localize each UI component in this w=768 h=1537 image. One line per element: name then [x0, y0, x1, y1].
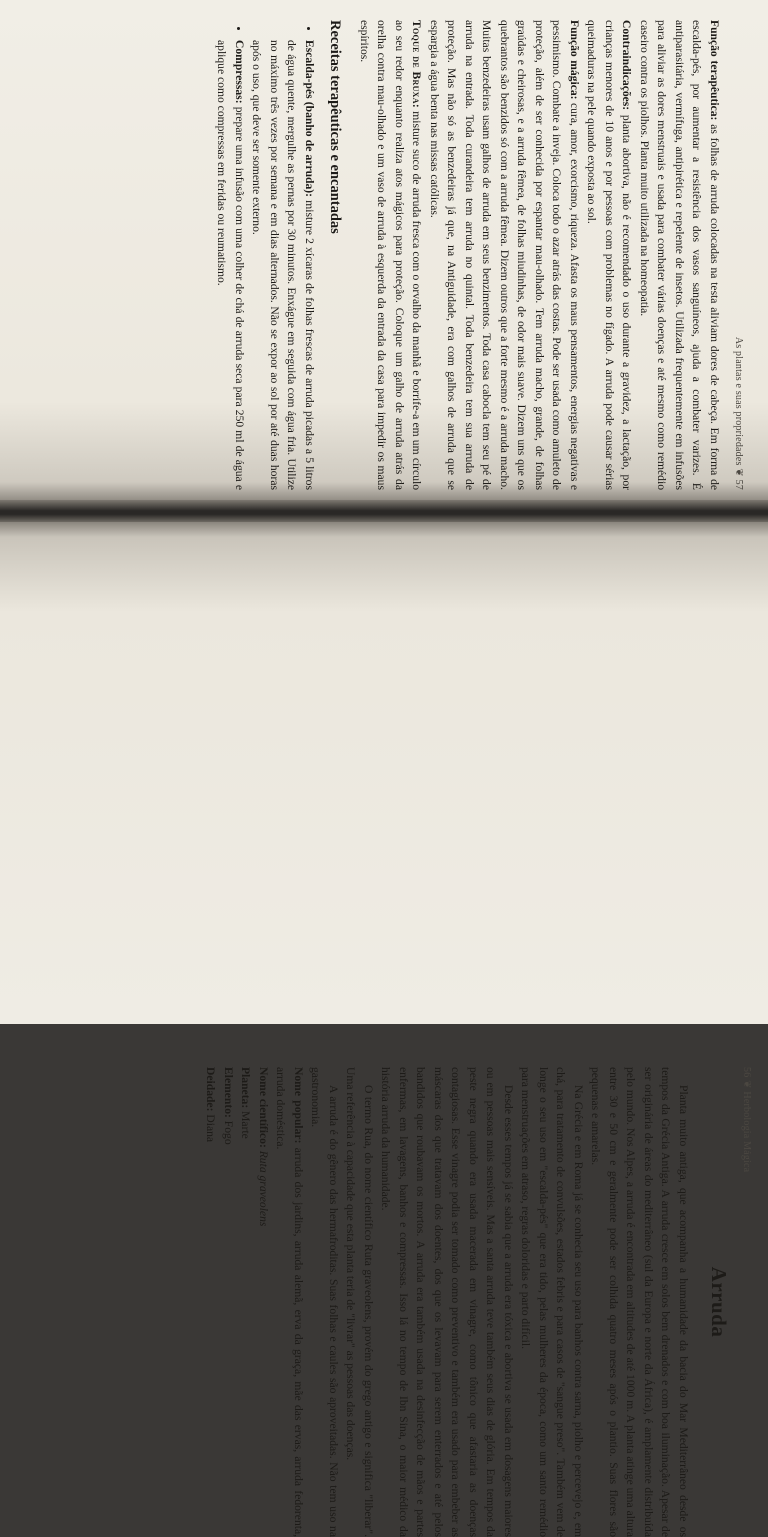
- contraindicacoes-label: Contraindicações:: [620, 20, 634, 111]
- page-56: [0, 522, 768, 1537]
- nome-cientifico: [255, 1067, 273, 1537]
- list-item: [213, 40, 248, 490]
- body-paragraph: Desde esses tempos já se sabia que a arruda era tóxica e abortiva se usada em dosagens maiores ou em pessoas mais sensíveis. Mas a santa arruda teve também seus dias de glória. Em tempos da peste negra quando era usada macerada em vinagre, como tônico que afastaria as doenças contagiosas. Esse vinagre podia ser tomado como preventivo e também era usado para embeber as máscaras dos que tratavam dos doentes, dos que os levavam para serem enterrados e até pelos bandidos que roubavam os mortos. A arruda era também usada na desinfecção de mãos e partes enfermas, em lavagens, banhos e compressas. Isso lá no tempo de Ibn Sina, o maior médico da história arruda da humanidade.: [379, 1067, 515, 1537]
- recipe-label: Escalda-pés (banho de arruda):: [303, 40, 316, 198]
- list-item: [248, 40, 318, 490]
- page-57-body: [213, 20, 723, 490]
- funcao-terapeutica-label: Função terapêutica:: [708, 20, 721, 121]
- page-57-content: [24, 20, 744, 490]
- toque-text: misture suco de arruda fresca com o orvalho da manhã e borrife-a em um círculo ao seu redor enquanto realiza atos mágicos para proteção. Coloque um galho de arruda atrás da orelha contra mau-olhado e um vaso de arruda à esquerda da entrada da casa para impedir os maus espíritos.: [358, 20, 424, 491]
- recipe-label: Compressas:: [233, 40, 246, 104]
- contraindicacoes-paragraph: [583, 20, 636, 490]
- book-title: Herbologia Mágica: [741, 1091, 752, 1173]
- attr-label: Deidade:: [204, 1067, 218, 1112]
- contraindicacoes-text: planta abortiva, não é recomendado o uso durante a gravidez, a lactação, por crianças menores de 10 anos e por pessoas com problemas no fígado. A arruda pode causar sérias queimaduras na pele quando exposta ao sol.: [585, 20, 634, 490]
- recipe-list: [213, 20, 318, 490]
- funcao-magica-label: Função mágica:: [568, 20, 581, 100]
- body-paragraph: Planta muito antiga, que acompanha a humanidade da bacia do Mar Mediterrâneo desde os tempos da Grécia Antiga. A arruda cresce em solos bem drenados e com boa iluminação. Apesar de ser originária de áreas do mediterrâneo (sul da Europa e norte da África), é amplamente distribuída pelo mundo. Nos Alpes, a arruda é encontrada em altitudes de até 1000 m. A planta atinge uma altura entre 30 e 50 cm e geralmente pode ser colhida quatro meses após o plantio. Suas flores são pequenas e amarelas.: [589, 1067, 690, 1537]
- receitas-heading: Receitas terapêuticas e encantadas: [327, 20, 344, 234]
- recipe-text: misture 2 xícaras de folhas frescas de arruda picadas a 5 litros de água quente, mergulhe as pernas por 30 minutos. Enxágue em seguida com água fria. Utilize no máximo três vezes por semana e em dias alternados. Não se expor ao sol por até duas horas após o uso, que deve ser somente externo.: [250, 40, 316, 490]
- page-number: 57: [733, 479, 744, 490]
- attr-value: Marte: [239, 1111, 253, 1139]
- toque-paragraph: [356, 20, 426, 490]
- attr-label: Planeta:: [239, 1067, 253, 1109]
- body-paragraph: Na Grécia e em Roma já se conhecia seu uso para banhos contra sarna, piolho e percevejo e, em chá, para tratamento de convulsões, estados febris e para casos de "sangue preso". Também vem de longe o seu uso em "escalda-pés" que era tido, pelas mulheres da época, como um santo remédio para menstruações em atraso, regras doloridas e parto difícil.: [519, 1067, 585, 1537]
- elemento: [220, 1067, 238, 1537]
- attr-label: Nome popular:: [292, 1067, 305, 1144]
- header-left: [741, 1067, 752, 1172]
- book-spine: [0, 500, 768, 524]
- page-title: Arruda: [707, 1266, 731, 1338]
- attr-value: Ruta graveolens: [257, 1150, 270, 1227]
- funcao-magica-paragraph: [426, 20, 584, 490]
- body-paragraph: O termo Rua, do nome científico Ruta graveolens, provém do grego antigo e significa "liberar". Uma referência à capacidade que esta planta teria de "livrar" as pessoas das doenças.: [344, 1067, 375, 1537]
- funcao-terapeutica-paragraph: [636, 20, 724, 490]
- page-number: 56: [741, 1067, 752, 1078]
- planeta: [237, 1067, 255, 1537]
- page-header: [741, 1067, 752, 1537]
- attr-value: Fogo: [222, 1120, 235, 1145]
- funcao-terapeutica-text: as folhas de arruda colocadas na testa aliviam dores de cabeça. Em forma de escalda-pés, por aumentar a resistência dos vasos sanguíneos, ajuda a combater varizes. É antiparasitária, vermífuga, antipirética e repelente de insetos. Utilizada frequentemente em infusões para aliviar as dores menstruais e usada para combater várias doenças e até mesmo como remédio caseiro contra os piolhos. Planta muito utilizada na homeopatia.: [638, 20, 721, 491]
- page-56-body: [202, 1067, 692, 1537]
- attr-value: arruda dos jardins, arruda alemã, erva da graça, mãe das ervas, arruda fedorenta, arruda doméstica.: [274, 1067, 305, 1537]
- section-title: As plantas e suas propriedades: [733, 336, 744, 466]
- leaf-ornament-icon: ❦: [741, 1080, 752, 1089]
- attr-value: Diana: [204, 1114, 218, 1143]
- toque-label: Toque de Bruxa:: [410, 20, 424, 108]
- nome-popular: [272, 1067, 307, 1537]
- recipe-text: prepare uma infusão com uma colher de chá de arruda seca para 250 ml de água e aplique como compressas em feridas ou reumatismo.: [215, 40, 246, 490]
- deidade: [202, 1067, 220, 1537]
- page-56-content: [12, 1067, 752, 1537]
- attr-label: Nome científico:: [257, 1067, 270, 1148]
- leaf-ornament-icon: ❦: [733, 468, 744, 477]
- header-right: [733, 337, 744, 490]
- body-paragraph: A arruda é do gênero das hermafroditas. Suas folhas e caules são aproveitadas. Não tem uso na gastronomia.: [309, 1067, 340, 1537]
- funcao-magica-text: cura, amor, exorcismo, riqueza. Afasta os maus pensamentos, energias negativas e pessimismo. Combate a inveja. Coloca todo o azar atrás das costas. Pode ser usada como amuleto de proteção, além de ser conhecida por espantar mau-olhado. Tem arruda macho, grande, de folhas graúdas e cheirosas, e a arruda fêmea, de folhas miudinhas, de odor mais suave. Dizem uns que os quebrantos são benzidos só com a arruda fêmea. Dizem outros que a forte mesmo é a arruda macho. Muitas benzedeiras usam galhos de arruda em seus benzimentos. Toda casa cabocla tem seu pé de arruda na entrada. Toda curandeira tem arruda no quintal. Toda benzedeira tem sua arruda de proteção. Mas não só as benzedeiras já que, na Antiguidade, era com galhos de arruda que se espargia a água benta nas missas católicas.: [428, 20, 581, 490]
- page-57: [0, 0, 768, 502]
- page-header: [733, 20, 744, 490]
- attr-label: Elemento:: [222, 1067, 235, 1118]
